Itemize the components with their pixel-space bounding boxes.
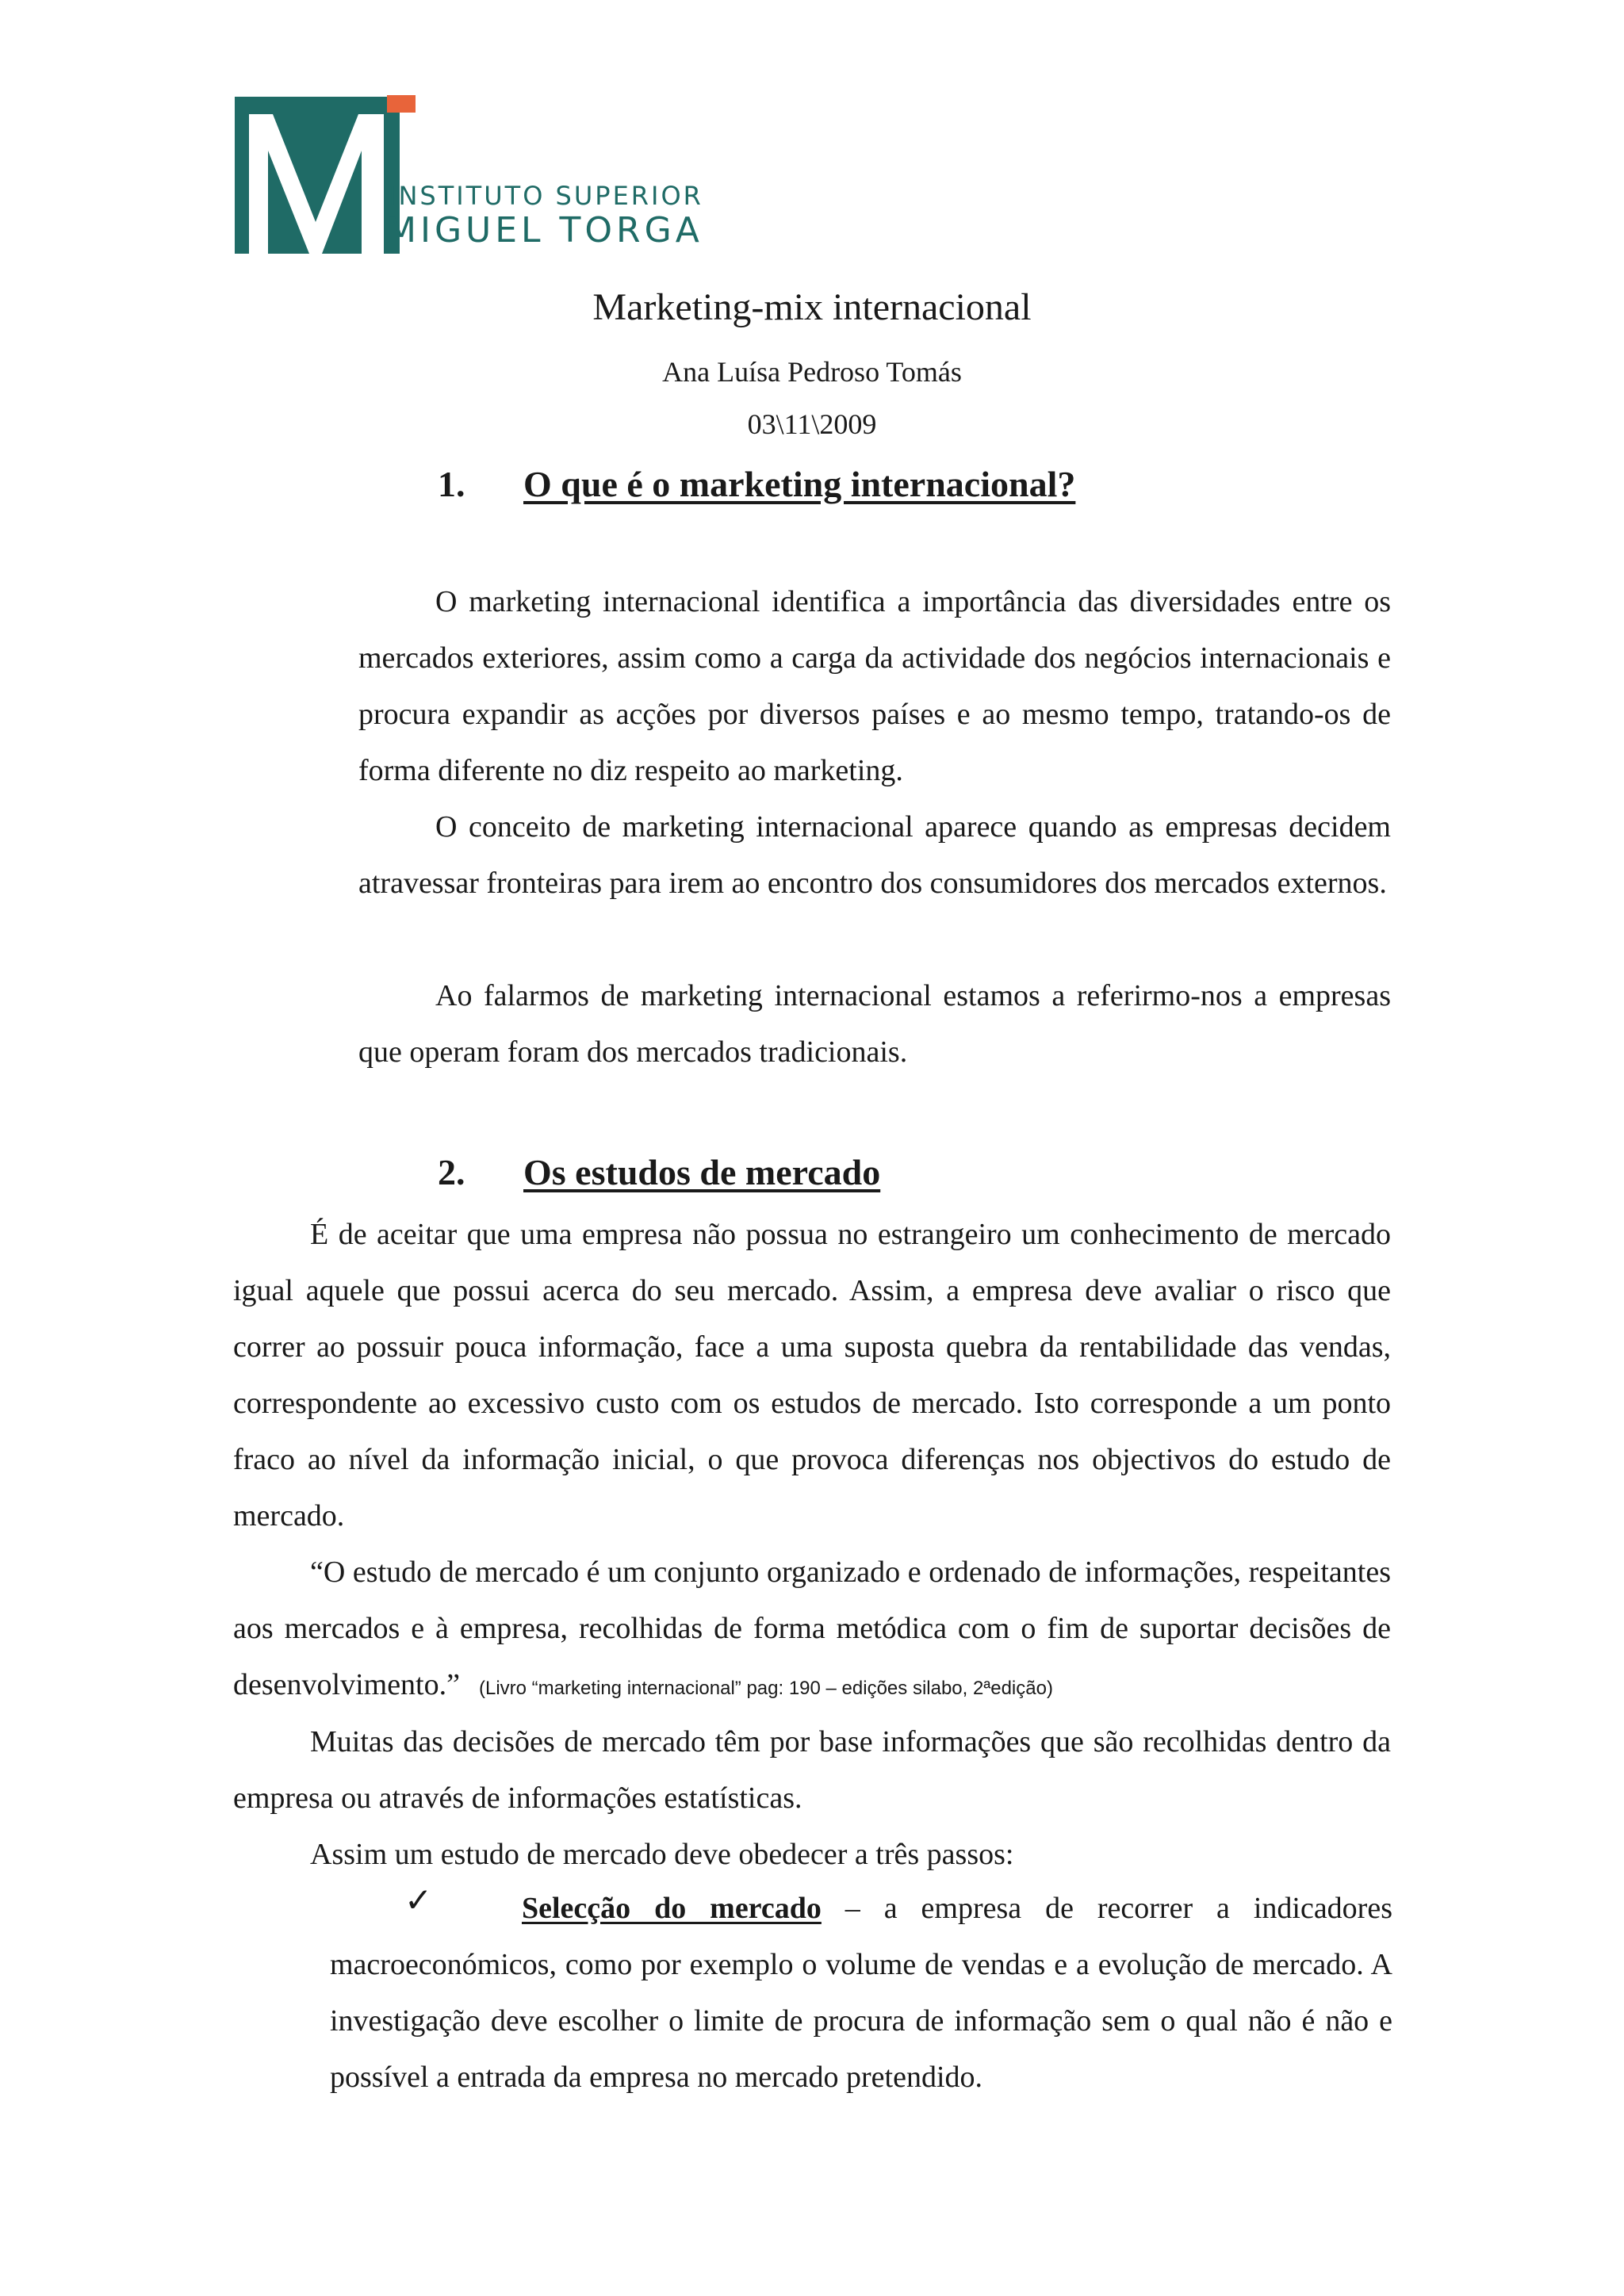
section-2-number: 2.	[438, 1152, 465, 1192]
section-2-paragraph-1: É de aceitar que uma empresa não possua no estrangeiro um conhecimento de mercado igual aquele que possui acerca do seu mercado. Assim, a empresa deve avaliar o risco que correr ao possuir pouca informação, face a uma suposta quebra da rentabilidade das vendas, correspondente ao excessivo custo com os estudos de mercado. Isto corresponde a um ponto fraco ao nível da informação inicial, o que provoca diferenças nos objectivos do estudo de mercado.	[233, 1218, 1391, 1533]
document-author: Ana Luísa Pedroso Tomás	[662, 356, 962, 388]
bullet-label: Selecção do mercado	[522, 1892, 822, 1925]
section-1-paragraph-3: Ao falarmos de marketing internacional estamos a referirmo-nos a empresas que operam foram dos mercados tradicionais.	[358, 979, 1391, 1069]
checkmark-icon: ✓	[404, 1881, 433, 1919]
document-date: 03\11\2009	[747, 408, 877, 440]
section-2-title: Os estudos de mercado	[523, 1152, 881, 1192]
section-1-number: 1.	[438, 464, 465, 504]
section-2-quote	[233, 1544, 1391, 1716]
section-2-paragraph-4: Assim um estudo de mercado deve obedecer a três passos:	[310, 1838, 1014, 1871]
quote-citation: (Livro “marketing internacional” pag: 190 – edições silabo, 2ªedição)	[478, 1678, 1053, 1699]
quote-text: “O estudo de mercado é um conjunto organizado e ordenado de informações, respeitantes aos mercados e à empresa, recolhidas de forma metódica com o fim de suportar decisões de desenvolvimento.”	[233, 1556, 1391, 1701]
section-1-paragraph-1: O marketing internacional identifica a importância das diversidades entre os mercados exteriores, assim como a carga da actividade dos negócios internacionais e procura expandir as acções por diversos países e ao mesmo tempo, tratando-os de forma diferente no diz respeito ao marketing.	[358, 585, 1391, 787]
section-2-paragraph-3: Muitas das decisões de mercado têm por base informações que são recolhidas dentro da empresa ou através de informações estatísticas.	[233, 1725, 1391, 1815]
logo-line-institute: INSTITUTO SUPERIOR	[389, 181, 703, 211]
bullet-item-market-selection	[330, 1881, 1392, 2106]
logo-line-name: MIGUEL TORGA	[386, 210, 703, 251]
institution-logo	[235, 95, 703, 258]
section-1-title: O que é o marketing internacional?	[523, 464, 1076, 504]
section-1-paragraph-2: O conceito de marketing internacional aparece quando as empresas decidem atravessar fronteiras para irem ao encontro dos consumidores dos mercados externos.	[358, 810, 1391, 900]
document-title: Marketing-mix internacional	[592, 286, 1032, 328]
bullet-text: – a empresa de recorrer a indicadores macroeconómicos, como por exemplo o volume de vendas e a evolução de mercado. A investigação deve escolher o limite de procura de informação sem o qual não é não e possível a entrada da empresa no mercado pretendido.	[330, 1892, 1392, 2094]
